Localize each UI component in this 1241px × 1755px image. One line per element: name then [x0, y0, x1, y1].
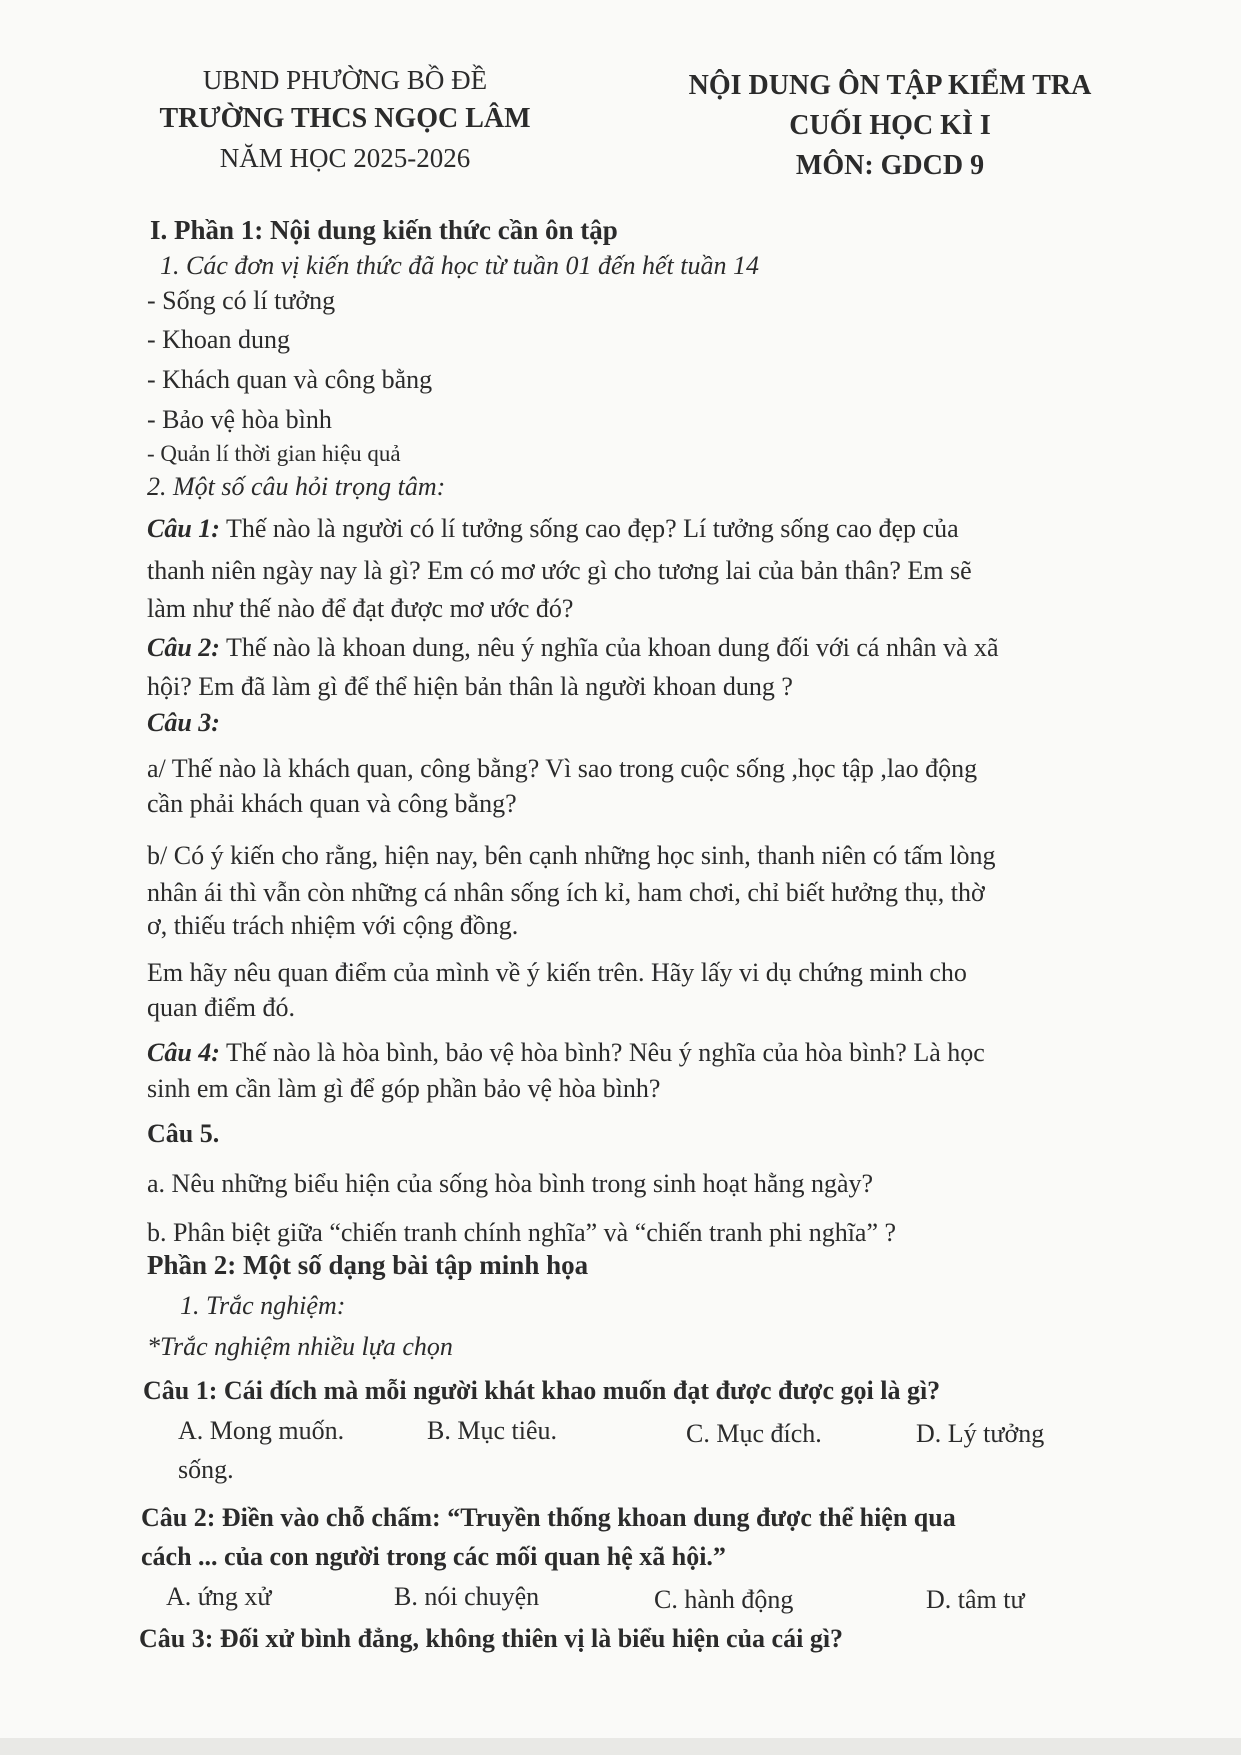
- question-text: hội? Em đã làm gì để thể hiện bản thân là người khoan dung ?: [147, 672, 793, 701]
- topic-item: - Quản lí thời gian hiệu quả: [147, 441, 401, 466]
- question-text: làm như thế nào để đạt được mơ ước đó?: [147, 594, 574, 623]
- question-text: ơ, thiếu trách nhiệm với cộng đồng.: [147, 911, 519, 940]
- mc-question-2: Câu 2: Điền vào chỗ chấm: “Truyền thống khoan dung được thể hiện qua: [141, 1503, 956, 1532]
- mc-option: B. nói chuyện: [394, 1582, 540, 1611]
- mc-question-2-cont: cách ... của con người trong các mối quan hệ xã hội.”: [141, 1542, 726, 1571]
- question-2: [147, 635, 999, 661]
- mc-option: C. hành động: [654, 1585, 794, 1614]
- header-district: UBND PHƯỜNG BỒ ĐỀ: [202, 65, 488, 95]
- question-text: quan điểm đó.: [147, 993, 296, 1022]
- mc-question-1: Câu 1: Cái đích mà mỗi người khát khao muốn đạt được được gọi là gì?: [143, 1376, 941, 1405]
- question-text: sinh em cần làm gì để góp phần bảo vệ hòa bình?: [147, 1074, 661, 1103]
- mc-option: B. Mục tiêu.: [427, 1416, 557, 1445]
- part1-title: I. Phần 1: Nội dung kiến thức cần ôn tập: [150, 215, 618, 245]
- question-text: thanh niên ngày nay là gì? Em có mơ ước gì cho tương lai của bản thân? Em sẽ: [147, 556, 972, 585]
- part1-sub1: 1. Các đơn vị kiến thức đã học từ tuần 01 đến hết tuần 14: [160, 251, 759, 280]
- mc-option: A. Mong muốn.: [178, 1416, 345, 1445]
- topic-item: - Khoan dung: [147, 325, 290, 354]
- mc-option: C. Mục đích.: [686, 1419, 822, 1448]
- mc-question-3: Câu 3: Đối xử bình đẳng, không thiên vị là biểu hiện của cái gì?: [139, 1624, 844, 1653]
- question-text: Thế nào là người có lí tưởng sống cao đẹp? Lí tưởng sống cao đẹp của: [226, 514, 959, 543]
- topic-item: - Sống có lí tưởng: [147, 286, 336, 315]
- question-label: Câu 5.: [147, 1119, 220, 1148]
- question-label: Câu 1:: [147, 514, 220, 543]
- question-text: a. Nêu những biểu hiện của sống hòa bình trong sinh hoạt hằng ngày?: [147, 1169, 874, 1198]
- mc-option: D. Lý tưởng: [916, 1419, 1045, 1448]
- scan-edge: [0, 1738, 1241, 1755]
- question-label: Câu 4:: [147, 1038, 220, 1067]
- question-label: Câu 3:: [147, 708, 220, 737]
- header-school: TRƯỜNG THCS NGỌC LÂM: [159, 103, 531, 134]
- question-label: Câu 2:: [147, 633, 220, 662]
- mc-option: A. ứng xử: [166, 1582, 272, 1611]
- question-1: [147, 516, 959, 542]
- header-school-year: NĂM HỌC 2025-2026: [219, 143, 471, 173]
- question-4: [147, 1040, 985, 1066]
- part2-title: Phần 2: Một số dạng bài tập minh họa: [147, 1250, 589, 1280]
- topic-item: - Khách quan và công bằng: [147, 365, 433, 394]
- mc-option: D. tâm tư: [926, 1585, 1025, 1614]
- question-text: cần phải khách quan và công bằng?: [147, 789, 517, 818]
- header-term: CUỐI HỌC KÌ I: [789, 110, 991, 141]
- question-text: a/ Thế nào là khách quan, công bằng? Vì sao trong cuộc sống ,học tập ,lao động: [147, 754, 978, 783]
- header-doc-title: NỘI DUNG ÔN TẬP KIỂM TRA: [688, 70, 1092, 101]
- part1-sub2: 2. Một số câu hỏi trọng tâm:: [147, 472, 446, 501]
- question-text: Thế nào là khoan dung, nêu ý nghĩa của khoan dung đối với cá nhân và xã: [226, 633, 999, 662]
- question-text: b/ Có ý kiến cho rằng, hiện nay, bên cạnh những học sinh, thanh niên có tấm lòng: [147, 841, 996, 870]
- question-text: b. Phân biệt giữa “chiến tranh chính nghĩa” và “chiến tranh phi nghĩa” ?: [147, 1218, 897, 1247]
- question-text: Thế nào là hòa bình, bảo vệ hòa bình? Nêu ý nghĩa của hòa bình? Là học: [226, 1038, 985, 1067]
- question-text: Em hãy nêu quan điểm của mình về ý kiến trên. Hãy lấy vi dụ chứng minh cho: [147, 958, 967, 987]
- question-text: nhân ái thì vẫn còn những cá nhân sống ích kỉ, ham chơi, chỉ biết hưởng thụ, thờ: [147, 878, 985, 907]
- part2-sub1: 1. Trắc nghiệm:: [180, 1291, 346, 1320]
- mc-option-wrap: sống.: [178, 1455, 234, 1484]
- header-subject: MÔN: GDCD 9: [795, 150, 985, 181]
- part2-sub2: *Trắc nghiệm nhiều lựa chọn: [147, 1332, 453, 1361]
- topic-item: - Bảo vệ hòa bình: [147, 405, 332, 434]
